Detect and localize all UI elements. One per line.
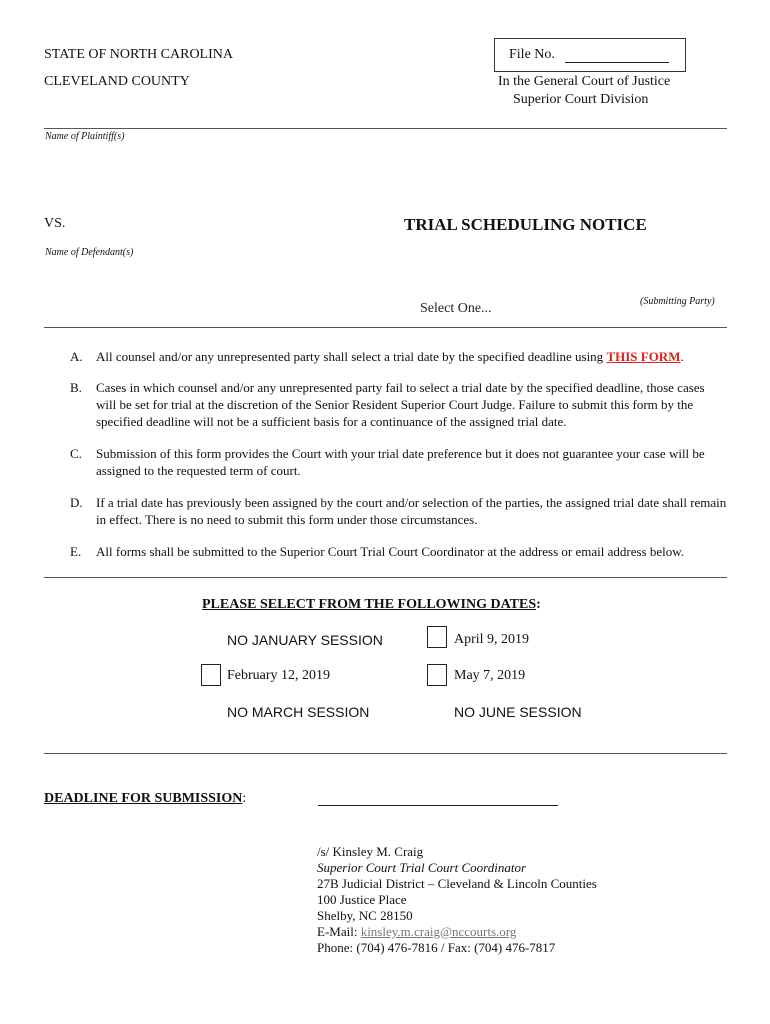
signature-address-1: 100 Justice Place [317,892,407,907]
signature-title: Superior Court Trial Court Coordinator [317,860,527,875]
signature-address-2: Shelby, NC 28150 [317,908,413,923]
dates-heading [202,597,541,613]
this-form-link[interactable]: THIS FORM [606,349,681,364]
signature-name: /s/ Kinsley M. Craig [317,844,424,859]
deadline-field[interactable] [318,805,558,806]
signature-district: 27B Judicial District – Cleveland & Lincoln Counties [317,876,597,891]
instruction-text: If a trial date has previously been assigned by the court and/or selection of the parties, the assigned trial date shall remain in effect. There is no need to submit this form under those circumstances. [96,495,727,527]
may-date: May 7, 2019 [454,668,526,683]
email-link[interactable]: kinsley.m.craig@nccourts.org [360,924,517,939]
plaintiff-label: Name of Plaintiff(s) [45,131,125,142]
court-line-2: Superior Court Division [513,92,649,107]
instruction-text: Cases in which counsel and/or any unrepresented party fail to select a trial date by the specified deadline, those cases will be set for trial at the discretion of the Senior Resident Superior Court Judge. Failure to submit this form by the specified deadline will not be a sufficient basis for a continuance of the assigned trial date. [96,380,705,429]
deadline-label [44,791,246,807]
signature-phone: Phone: (704) 476-7816 / Fax: (704) 476-7817 [317,940,556,955]
deadline-label-text: DEADLINE FOR SUBMISSION [44,791,243,806]
instruction-label: D. [70,495,83,510]
no-march-session: NO MARCH SESSION [227,704,370,720]
instruction-text: Submission of this form provides the Court with your trial date preference but it does not guarantee your case will be assigned to the requested term of court. [96,446,705,478]
february-date: February 12, 2019 [227,668,331,683]
divider-dates [44,577,727,578]
instruction-label: E. [70,544,82,559]
divider-deadline [44,753,727,754]
no-june-session: NO JUNE SESSION [454,704,582,720]
county-label: CLEVELAND COUNTY [44,74,190,89]
april-date: April 9, 2019 [454,632,530,647]
divider-top [44,128,727,129]
instruction-label: C. [70,446,82,461]
instruction-text [96,348,728,365]
deadline-label-colon: : [242,791,247,806]
february-checkbox[interactable] [201,664,221,686]
instruction-text: All forms shall be submitted to the Superior Court Trial Court Coordinator at the address or email address below. [96,544,685,559]
instruction-a [70,348,730,365]
signature-block [317,844,597,956]
divider-instructions [44,327,727,328]
signature-email-line [317,924,597,940]
submitting-party-select[interactable]: Select One... [420,301,492,316]
court-line-1: In the General Court of Justice [498,74,671,89]
april-checkbox[interactable] [427,626,447,648]
file-number-box [494,38,686,72]
instruction-e [70,543,730,560]
instruction-b [70,379,730,430]
email-label: E-Mail: [317,924,361,939]
dates-heading-text: PLEASE SELECT FROM THE FOLLOWING DATES [202,597,537,612]
instruction-d [70,494,730,528]
file-number-label: File No. [509,47,555,62]
vs-label: VS. [44,216,66,231]
defendant-label: Name of Defendant(s) [45,247,134,258]
state-label: STATE OF NORTH CAROLINA [44,47,233,62]
file-number-field[interactable] [565,62,669,63]
instruction-c [70,445,730,479]
submitting-party-label: (Submitting Party) [640,296,715,307]
no-january-session: NO JANUARY SESSION [227,632,383,648]
dates-heading-colon: : [536,597,541,612]
form-title: TRIAL SCHEDULING NOTICE [404,215,647,234]
instruction-text-after: . [680,349,684,364]
instruction-text-before: All counsel and/or any unrepresented party shall select a trial date by the specified deadline using [96,349,607,364]
instruction-label: B. [70,380,82,395]
instruction-label: A. [70,349,83,364]
may-checkbox[interactable] [427,664,447,686]
